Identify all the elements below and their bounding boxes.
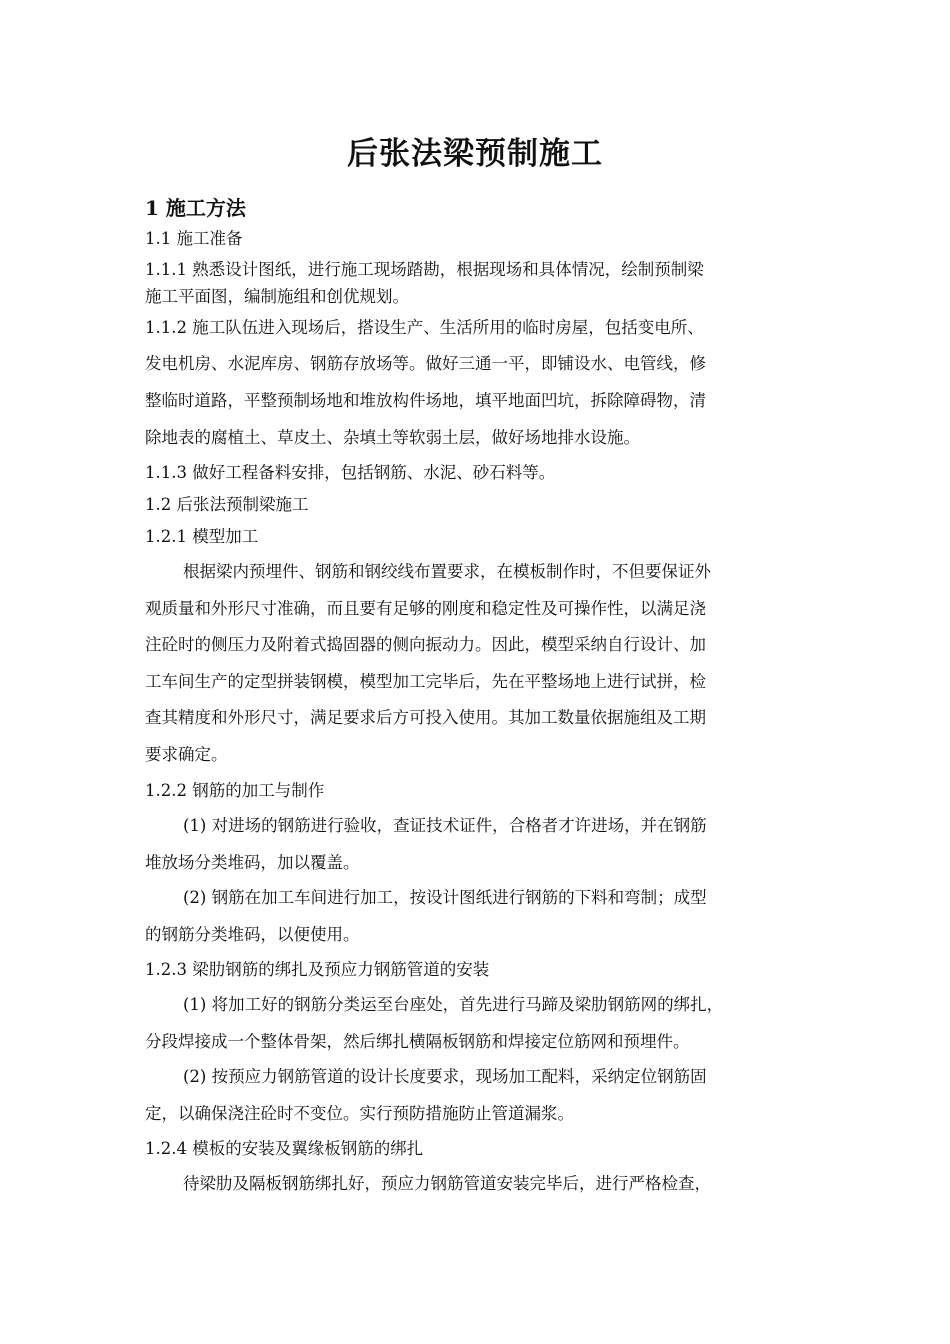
paragraph-line: 1.1.2 施工队伍进入现场后，搭设生产、生活所用的临时房屋，包括变电所、 (145, 318, 704, 337)
paragraph-line: 注砼时的侧压力及附着式捣固器的侧向振动力。因此，模型采纳自行设计、加 (145, 635, 706, 654)
paragraph-line: 发电机房、水泥库房、钢筋存放场等。做好三通一平，即铺设水、电管线，修 (145, 354, 706, 373)
paragraph-line: 施工平面图，编制施组和创优规划。 (145, 287, 409, 306)
subsection-heading: 1.2.1 模型加工 (145, 527, 259, 546)
subsection-heading: 1.2.2 钢筋的加工与制作 (145, 781, 325, 800)
paragraph-line: 的钢筋分类堆码，以便使用。 (145, 925, 360, 944)
paragraph-line: 1.1.3 做好工程备料安排，包括钢筋、水泥、砂石料等。 (145, 463, 556, 482)
paragraph-line: 分段焊接成一个整体骨架，然后绑扎横隔板钢筋和焊接定位筋网和预埋件。 (145, 1032, 690, 1051)
paragraph-line: 要求确定。 (145, 745, 228, 764)
paragraph-line: 查其精度和外形尺寸，满足要求后方可投入使用。其加工数量依据施组及工期 (145, 708, 706, 727)
paragraph-line: 工车间生产的定型拼装钢模，模型加工完毕后，先在平整场地上进行试拼，检 (145, 672, 706, 691)
paragraph-line: (1) 对进场的钢筋进行验收，查证技术证件，合格者才许进场，并在钢筋 (183, 816, 707, 835)
paragraph-line: 堆放场分类堆码，加以覆盖。 (145, 853, 360, 872)
paragraph-line: 根据梁内预埋件、钢筋和钢绞线布置要求，在模板制作时，不但要保证外 (183, 562, 711, 581)
subsection-heading: 1.2.3 梁肋钢筋的绑扎及预应力钢筋管道的安装 (145, 960, 490, 979)
paragraph-line: 1.1.1 熟悉设计图纸，进行施工现场踏勘，根据现场和具体情况，绘制预制梁 (145, 260, 704, 279)
paragraph-line: (2) 按预应力钢筋管道的设计长度要求，现场加工配料，采纳定位钢筋固 (183, 1067, 707, 1086)
paragraph-line: 观质量和外形尺寸准确，而且要有足够的刚度和稳定性及可操作性，以满足浇 (145, 599, 706, 618)
paragraph-line: 待梁肋及隔板钢筋绑扎好，预应力钢筋管道安装完毕后，进行严格检查， (183, 1174, 711, 1193)
section-heading-1: 1 施工方法 (145, 196, 246, 220)
subsection-heading: 1.2 后张法预制梁施工 (145, 495, 309, 514)
subsection-heading: 1.2.4 模板的安装及翼缘板钢筋的绑扎 (145, 1139, 424, 1158)
paragraph-line: (1) 将加工好的钢筋分类运至台座处，首先进行马蹄及梁肋钢筋网的绑扎， (183, 995, 724, 1014)
subsection-heading: 1.1 施工准备 (145, 229, 243, 248)
document-title: 后张法梁预制施工 (347, 136, 603, 172)
paragraph-line: (2) 钢筋在加工车间进行加工，按设计图纸进行钢筋的下料和弯制；成型 (183, 888, 707, 907)
paragraph-line: 除地表的腐植土、草皮土、杂填土等软弱土层，做好场地排水设施。 (145, 428, 640, 447)
paragraph-line: 整临时道路，平整预制场地和堆放构件场地，填平地面凹坑，拆除障碍物，清 (145, 391, 706, 410)
paragraph-line: 定，以确保浇注砼时不变位。实行预防措施防止管道漏浆。 (145, 1104, 574, 1123)
